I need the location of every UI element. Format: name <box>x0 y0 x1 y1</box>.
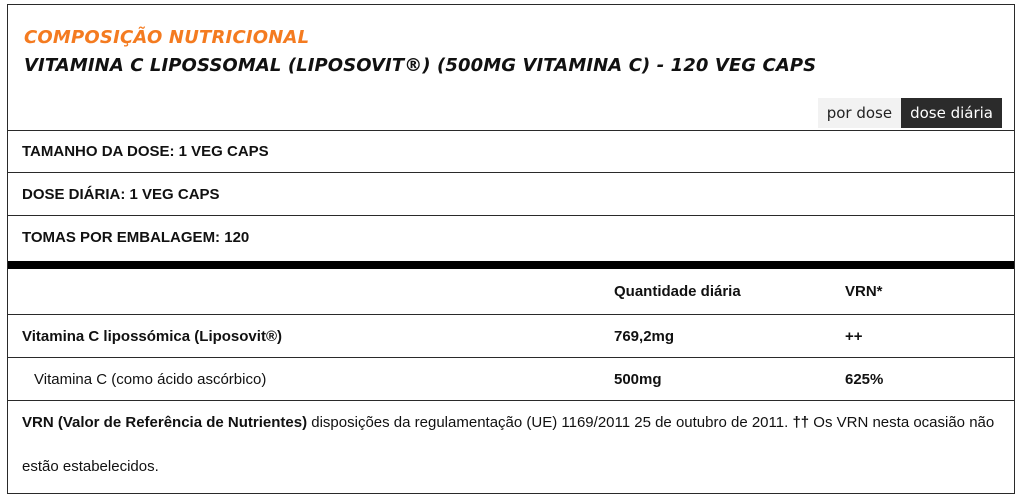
product-title: VITAMINA C LIPOSSOMAL (LIPOSOVIT®) (500MG VITAMINA C) - 120 VEG CAPS <box>24 55 817 76</box>
servings-row: TOMAS POR EMBALAGEM: 120 <box>22 229 250 246</box>
nutrient-vrn: 625% <box>845 370 884 388</box>
nutrient-quantity: 769,2mg <box>614 327 675 345</box>
panel-header <box>8 5 1014 131</box>
section-title: COMPOSIÇÃO NUTRICIONAL <box>24 27 310 48</box>
thick-divider <box>8 261 1014 269</box>
nutrition-panel <box>7 4 1015 494</box>
nutrient-name: Vitamina C lipossómica (Liposovit®) <box>22 327 282 345</box>
nutrient-quantity: 500mg <box>614 370 662 388</box>
table-header-row <box>8 269 1014 315</box>
footnote-text: disposições da regulamentação (UE) 1169/2011 25 de outubro de 2011. <box>307 414 793 431</box>
vrn-footnote <box>22 401 1002 489</box>
vrn-column-header: VRN* <box>845 283 883 300</box>
nutrient-name: Vitamina C (como ácido ascórbico) <box>34 370 267 388</box>
nutrient-vrn: ++ <box>845 327 863 345</box>
footnote-marker: †† <box>792 414 810 431</box>
footnote-text-2: Os VRN nesta ocasião não estão estabelecidos. <box>22 414 995 475</box>
per-dose-button[interactable]: por dose <box>818 98 901 128</box>
daily-dose-button[interactable]: dose diária <box>901 98 1002 128</box>
daily-dose-row: DOSE DIÁRIA: 1 VEG CAPS <box>8 173 1014 216</box>
footnote-term: VRN (Valor de Referência de Nutrientes) <box>22 414 308 431</box>
quantity-column-header: Quantidade diária <box>614 283 741 300</box>
table-row <box>8 358 1014 401</box>
dose-toggle <box>818 98 1002 128</box>
dose-size-row: TAMANHO DA DOSE: 1 VEG CAPS <box>8 130 1014 173</box>
table-row <box>8 315 1014 358</box>
